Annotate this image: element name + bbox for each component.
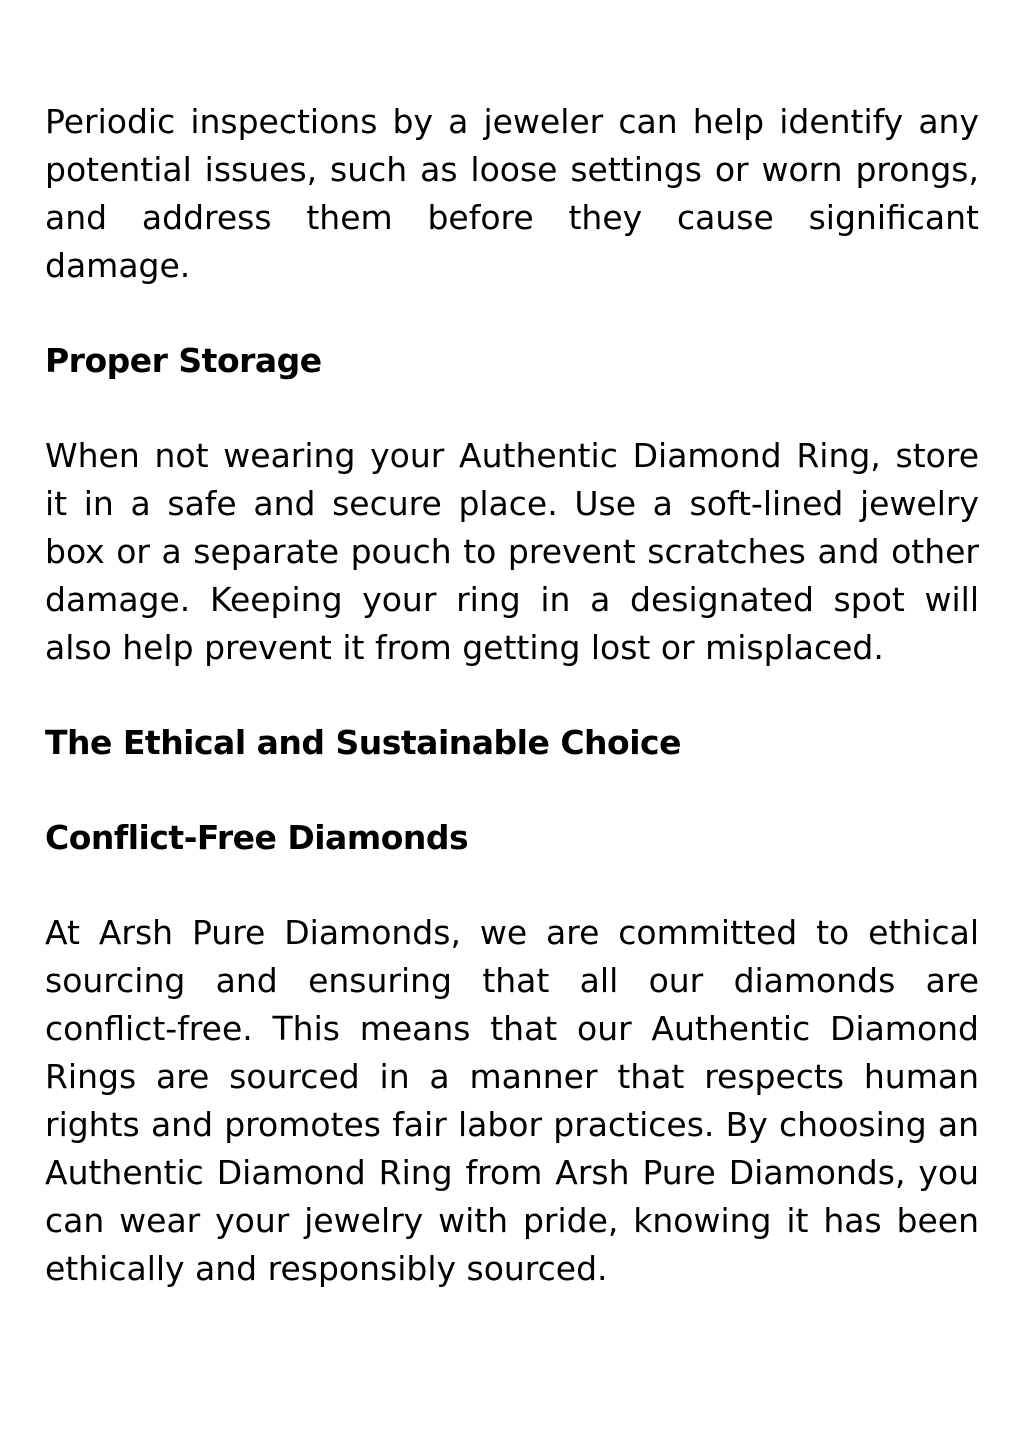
heading-conflict-free-diamonds: Conflict-Free Diamonds [45, 818, 469, 857]
paragraph-proper-storage: When not wearing your Authentic Diamond Ring, store it in a safe and secure place. Use a soft-lined jewelry box or a separate pouch to prevent scratches and other damage. Keeping your ring in a designated spot will also help prevent it from getting lost or misplaced. [45, 436, 979, 667]
heading-proper-storage: Proper Storage [45, 341, 322, 380]
document-page [45, 98, 979, 1293]
heading-ethical-sustainable-choice: The Ethical and Sustainable Choice [45, 723, 681, 762]
paragraph-periodic-inspections: Periodic inspections by a jeweler can help identify any potential issues, such as loose settings or worn prongs, and address them before they cause significant damage. [45, 102, 979, 285]
paragraph-conflict-free: At Arsh Pure Diamonds, we are committed to ethical sourcing and ensuring that all our diamonds are conflict-free. This means that our Authentic Diamond Rings are sourced in a manner that respects human rights and promotes fair labor practices. By choosing an Authentic Diamond Ring from Arsh Pure Diamonds, you can wear your jewelry with pride, knowing it has been ethically and responsibly sourced. [45, 913, 979, 1288]
